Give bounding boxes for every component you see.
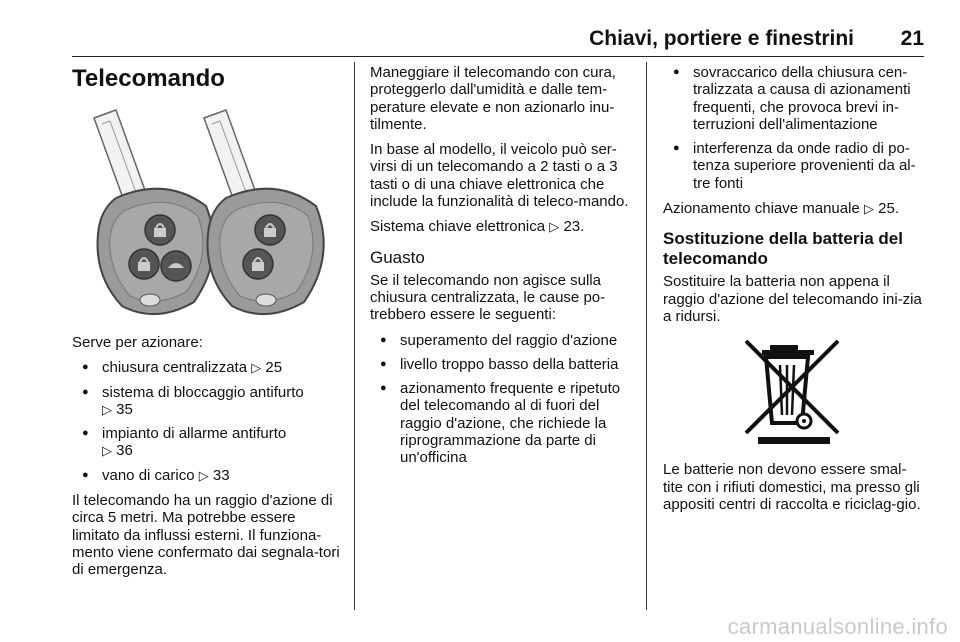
ref-arrow-icon: ▷ [102,401,112,417]
range-paragraph: Il telecomando ha un raggio d'azione di circa 5 metri. Ma potrebbe essere limitato da influssi esterni. Il funziona-mento viene confermato dai segnala-tori di emergenza. [72,492,340,579]
ref-arrow-icon: ▷ [863,201,874,217]
right-key-body [208,189,324,314]
column-divider-2 [646,62,647,610]
list-item-text: impianto di allarme antifurto [102,425,287,443]
page-number: 21 [900,27,924,50]
disposal-paragraph: Le batterie non devono essere smal-tite con i rifiuti domestici, ma presso gli appositi centri di raccolta e riciclag-gio. [663,461,921,513]
column-1 [72,62,344,587]
subsection-title-guasto: Guasto [370,247,425,267]
page-ref-link[interactable]: 25 [265,359,283,377]
list-item: ● livello troppo basso della batteria [370,356,634,373]
ref-arrow-icon: ▷ [198,467,209,483]
care-paragraph: Maneggiare il telecomando con cura, proteggerlo dall'umidità e dalle tem-perature elevate e non azionarlo inu-tilmente. [370,64,616,133]
list-item [72,467,344,484]
crossed-bin-icon [734,339,854,445]
left-key-body [98,189,214,314]
model-paragraph: In base al modello, il veicolo può ser-virsi di un telecomando a 2 tasti o a 3 tasti o di una chiave elettronica che include la funzionalità di teleco-mando. [370,141,629,211]
list-item: ● azionamento frequente e ripetuto del telecomando al di fuori del raggio d'azione, che richiede la riprogrammazione da parte di un'officina [370,380,634,466]
list-item: ● sovraccarico della chiusura cen-tralizzata a causa di azionamenti frequenti, che provoca brevi in-terruzioni dell'alimentazione [663,64,925,133]
column-2 [370,64,634,475]
list-item [72,425,344,460]
ref-arrow-icon: ▷ [549,219,560,235]
list-item-text: vano di carico [102,466,195,484]
page-header [72,0,924,57]
page-ref-link[interactable]: 23. [563,218,585,236]
list-item-text: sistema di bloccaggio antifurto [102,383,304,401]
page-ref-link[interactable]: 35 [116,400,133,418]
ref-arrow-icon: ▷ [102,443,112,459]
page-ref-link[interactable]: 33 [212,466,230,484]
column-divider-1 [354,62,355,610]
section-title: Telecomando [72,65,225,92]
column-3 [663,64,925,521]
list-item: ● interferenza da onde radio di po-tenza superiore provenienti da al-tre fonti [663,140,925,192]
list-item: ● superamento del raggio d'azione [370,332,634,349]
function-list [72,359,344,484]
fault-cause-list-continued [663,64,925,192]
page-ref-link[interactable]: 36 [116,442,133,460]
subsection-title-battery: Sostituzione della batteria del telecomando [663,229,903,269]
manual-key-paragraph: Azionamento chiave manuale ▷ 25. [663,200,899,218]
remote-keys-image [76,106,340,324]
list-item [72,384,344,419]
fault-cause-list [370,332,634,467]
intro-text: Serve per azionare: [72,334,203,351]
list-item-text: chiusura centralizzata [102,359,248,377]
electronic-key-paragraph: Sistema chiave elettronica ▷ 23. [370,218,585,236]
battery-paragraph: Sostituire la batteria non appena il raggio d'azione del telecomando ini-zia a ridursi. [663,273,922,325]
list-item [72,359,344,376]
watermark: carmanualsonline.info [727,614,948,639]
page-header-title: Chiavi, portiere e finestrini [589,27,854,50]
page-ref-link[interactable]: 25. [878,200,899,218]
fault-paragraph: Se il telecomando non agisce sulla chiusura centralizzata, le cause po-trebbero essere le seguenti: [370,271,606,324]
ref-arrow-icon: ▷ [251,360,262,376]
